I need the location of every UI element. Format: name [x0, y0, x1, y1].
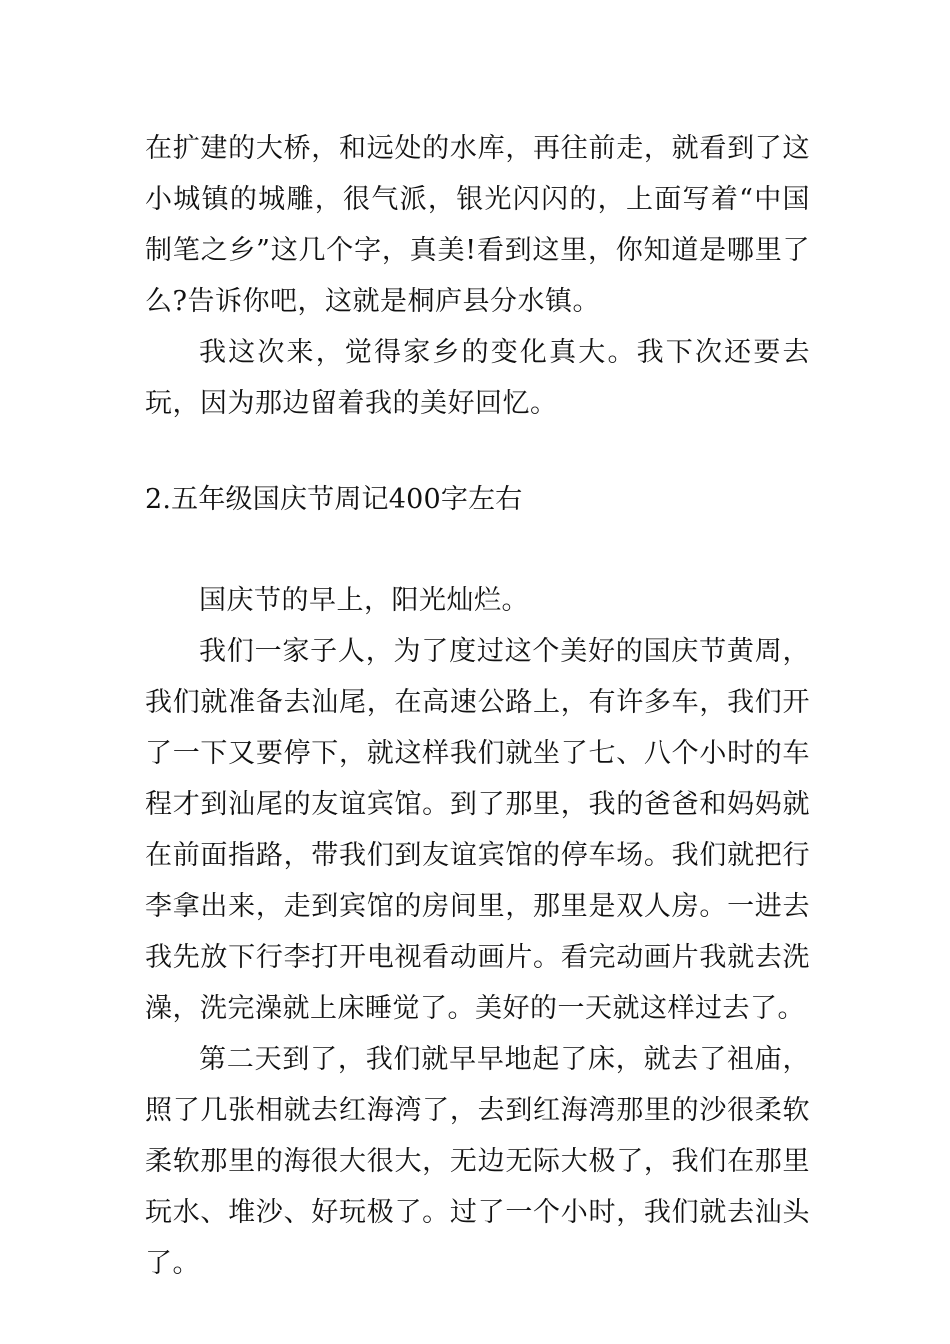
paragraph-1: 国庆节的早上，阳光灿烂。 — [199, 585, 529, 616]
section-heading: 2.五年级国庆节周记400字左右 — [145, 484, 523, 515]
paragraph-2: 我们一家子人，为了度过这个美好的国庆节黄周，我们就准备去汕尾，在高速公路上，有许多车，我们开了一下又要停下，就这样我们就坐了七、八个小时的车程才到汕尾的友谊宾馆。到了那里，我的爸爸和妈妈就在前面指路，带我们到友谊宾馆的停车场。我们就把行李拿出来，走到宾馆的房间里，那里是双人房。一进去我先放下行李打开电视看动画片。看完动画片我就去洗澡，洗完澡就上床睡觉了。美好的一天就这样过去了。 — [145, 636, 810, 1024]
section-1-text — [145, 123, 810, 429]
continued-paragraph: 在扩建的大桥，和远处的水库，再往前走，就看到了这小城镇的城雕，很气派，银光闪闪的，上面写着“中国制笔之乡”这几个字，真美!看到这里，你知道是哪里了么?告诉你吧，这就是桐庐县分水镇。 — [145, 133, 810, 317]
closing-paragraph: 我这次来，觉得家乡的变化真大。我下次还要去玩，因为那边留着我的美好回忆。 — [145, 337, 810, 419]
section-2-text — [145, 575, 810, 1289]
paragraph-3: 第二天到了，我们就早早地起了床，就去了祖庙，照了几张相就去红海湾了，去到红海湾那里的沙很柔软柔软那里的海很大很大，无边无际大极了，我们在那里玩水、堆沙、好玩极了。过了一个小时，我们就去汕头了。 — [145, 1044, 810, 1279]
